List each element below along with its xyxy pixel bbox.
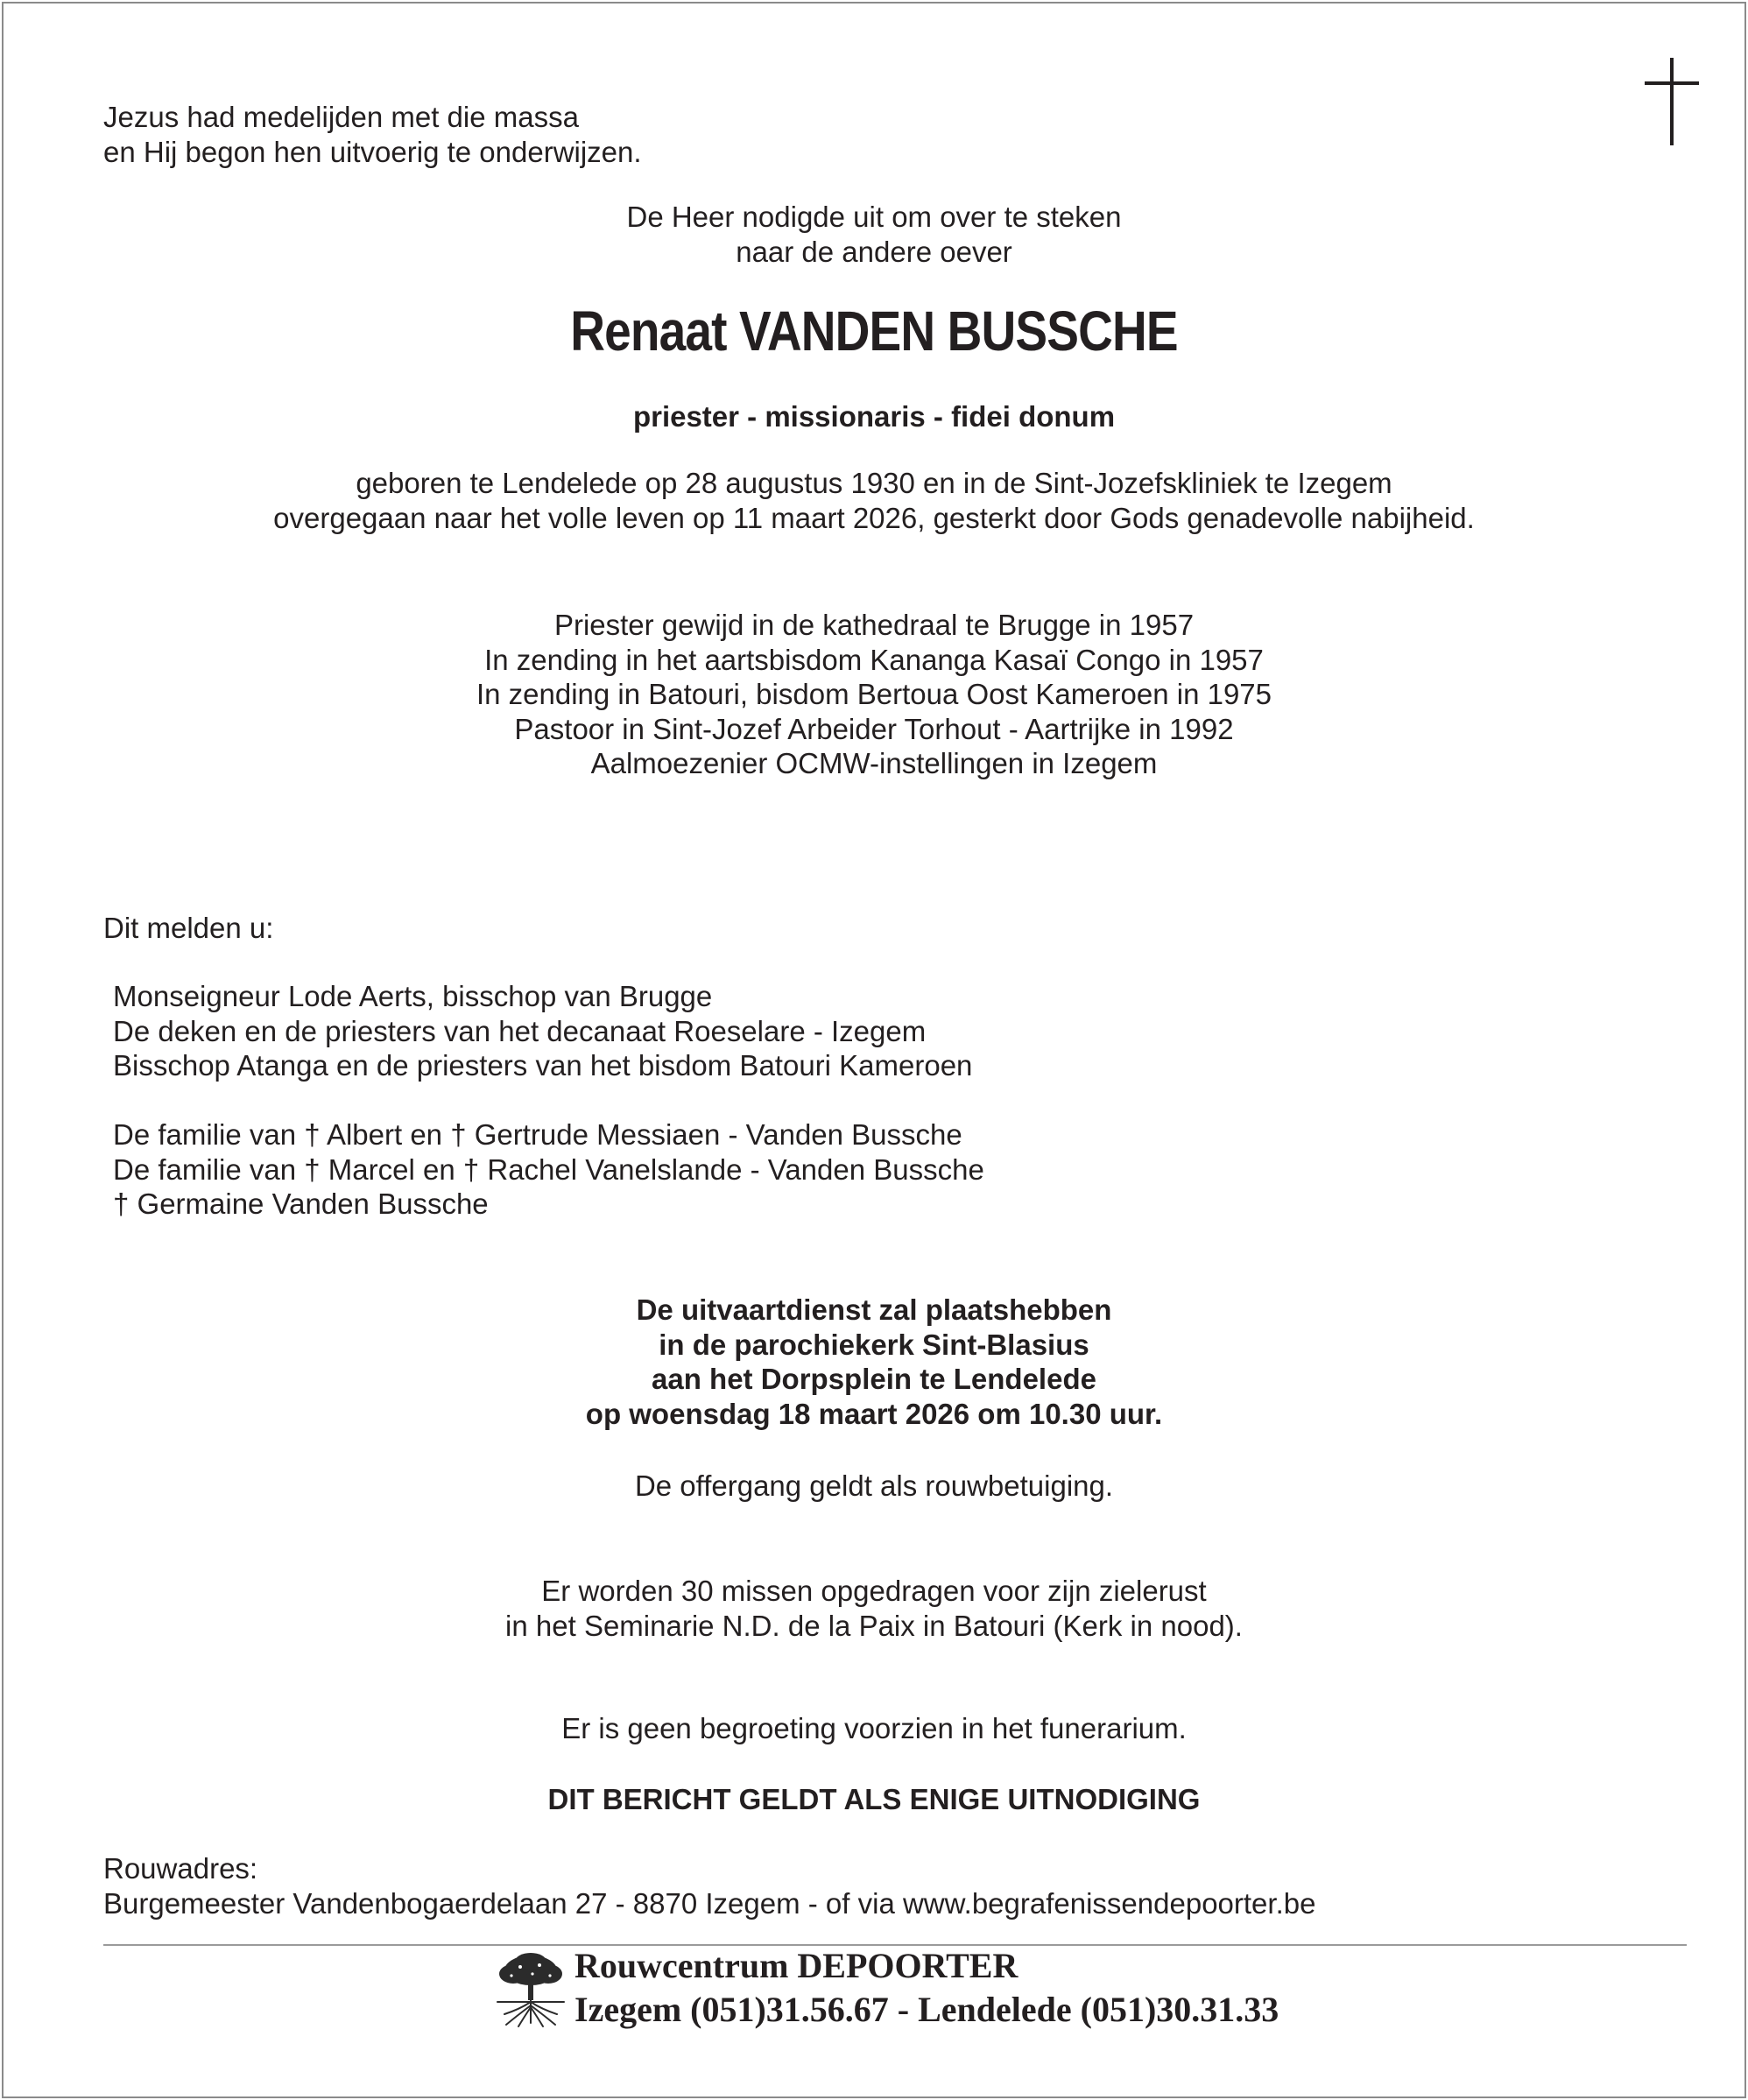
- clergy-line: De deken en de priesters van het decanaat Roeselare - Izegem: [113, 1014, 927, 1047]
- career-list: [4, 608, 1744, 781]
- funeral-line: aan het Dorpsplein te Lendelede: [652, 1363, 1096, 1395]
- funeral-home-name: Rouwcentrum DEPOORTER: [574, 1946, 1018, 1985]
- invocation: [4, 200, 1744, 269]
- funeral-line: in de parochiekerk Sint-Blasius: [659, 1328, 1089, 1361]
- funeral-details: [4, 1293, 1744, 1431]
- career-line: In zending in het aartsbisdom Kananga Kasaï Congo in 1957: [484, 643, 1264, 676]
- clergy-line: Bisschop Atanga en de priesters van het bisdom Batouri Kameroen: [113, 1049, 973, 1082]
- quote-line: en Hij begon hen uitvoerig te onderwijzen.: [103, 135, 642, 168]
- family-line: De familie van † Marcel en † Rachel Vanelslande - Vanden Bussche: [113, 1152, 984, 1186]
- cross-icon: [1645, 58, 1701, 145]
- birth-death-line: overgegaan naar het volle leven op 11 maart 2026, gesterkt door Gods genadevolle nabijheid.: [273, 501, 1475, 534]
- masses-text: [4, 1574, 1744, 1643]
- invocation-line: De Heer nodigde uit om over te steken: [626, 201, 1122, 233]
- quote-line: Jezus had medelijden met die massa: [103, 101, 579, 133]
- address-label: Rouwadres:: [103, 1852, 258, 1885]
- announcers-intro: Dit melden u:: [103, 912, 274, 944]
- career-line: Priester gewijd in de kathedraal te Brugge in 1957: [553, 609, 1195, 641]
- clergy-line: Monseigneur Lode Aerts, bisschop van Brugge: [113, 980, 713, 1012]
- masses-line: Er worden 30 missen opgedragen voor zijn zielerust: [541, 1575, 1207, 1607]
- birth-death-text: [4, 466, 1744, 535]
- funeral-line: op woensdag 18 maart 2026 om 10.30 uur.: [585, 1397, 1163, 1430]
- funeral-line: De uitvaartdienst zal plaatshebben: [636, 1293, 1112, 1326]
- masses-line: in het Seminarie N.D. de la Paix in Batouri (Kerk in nood).: [505, 1609, 1243, 1642]
- no-greeting-text: Er is geen begroeting voorzien in het funerarium.: [561, 1712, 1187, 1744]
- deceased-role: priester - missionaris - fidei donum: [632, 400, 1116, 433]
- address-value: Burgemeester Vandenbogaerdelaan 27 - 8870 Izegem - of via www.begrafenissendepoorter.be: [103, 1886, 1316, 1920]
- deceased-name: Renaat VANDEN BUSSCHE: [570, 299, 1178, 363]
- career-line: Pastoor in Sint-Jozef Arbeider Torhout - Aartrijke in 1992: [514, 712, 1234, 745]
- offering-text: De offergang geldt als rouwbetuiging.: [634, 1469, 1114, 1502]
- funeral-home-phones: Izegem (051)31.56.67 - Lendelede (051)30.31.33: [574, 1990, 1279, 2029]
- obituary-card: [2, 2, 1746, 2098]
- family-line: † Germaine Vanden Bussche: [113, 1187, 489, 1220]
- family-list: [113, 1117, 984, 1222]
- birth-death-line: geboren te Lendelede op 28 augustus 1930 en in de Sint-Jozefskliniek te Izegem: [356, 467, 1392, 499]
- bible-quote: [103, 100, 642, 169]
- career-line: In zending in Batouri, bisdom Bertoua Oost Kameroen in 1975: [476, 678, 1272, 710]
- mourning-address: [103, 1851, 1315, 1920]
- family-line: De familie van † Albert en † Gertrude Messiaen - Vanden Bussche: [113, 1118, 962, 1151]
- clergy-list: [113, 979, 972, 1083]
- career-line: Aalmoezenier OCMW-instellingen in Izegem: [590, 747, 1158, 779]
- tree-logo-icon: [494, 1953, 567, 2028]
- invitation-notice: DIT BERICHT GELDT ALS ENIGE UITNODIGING: [547, 1783, 1201, 1815]
- invocation-line: naar de andere oever: [736, 235, 1012, 268]
